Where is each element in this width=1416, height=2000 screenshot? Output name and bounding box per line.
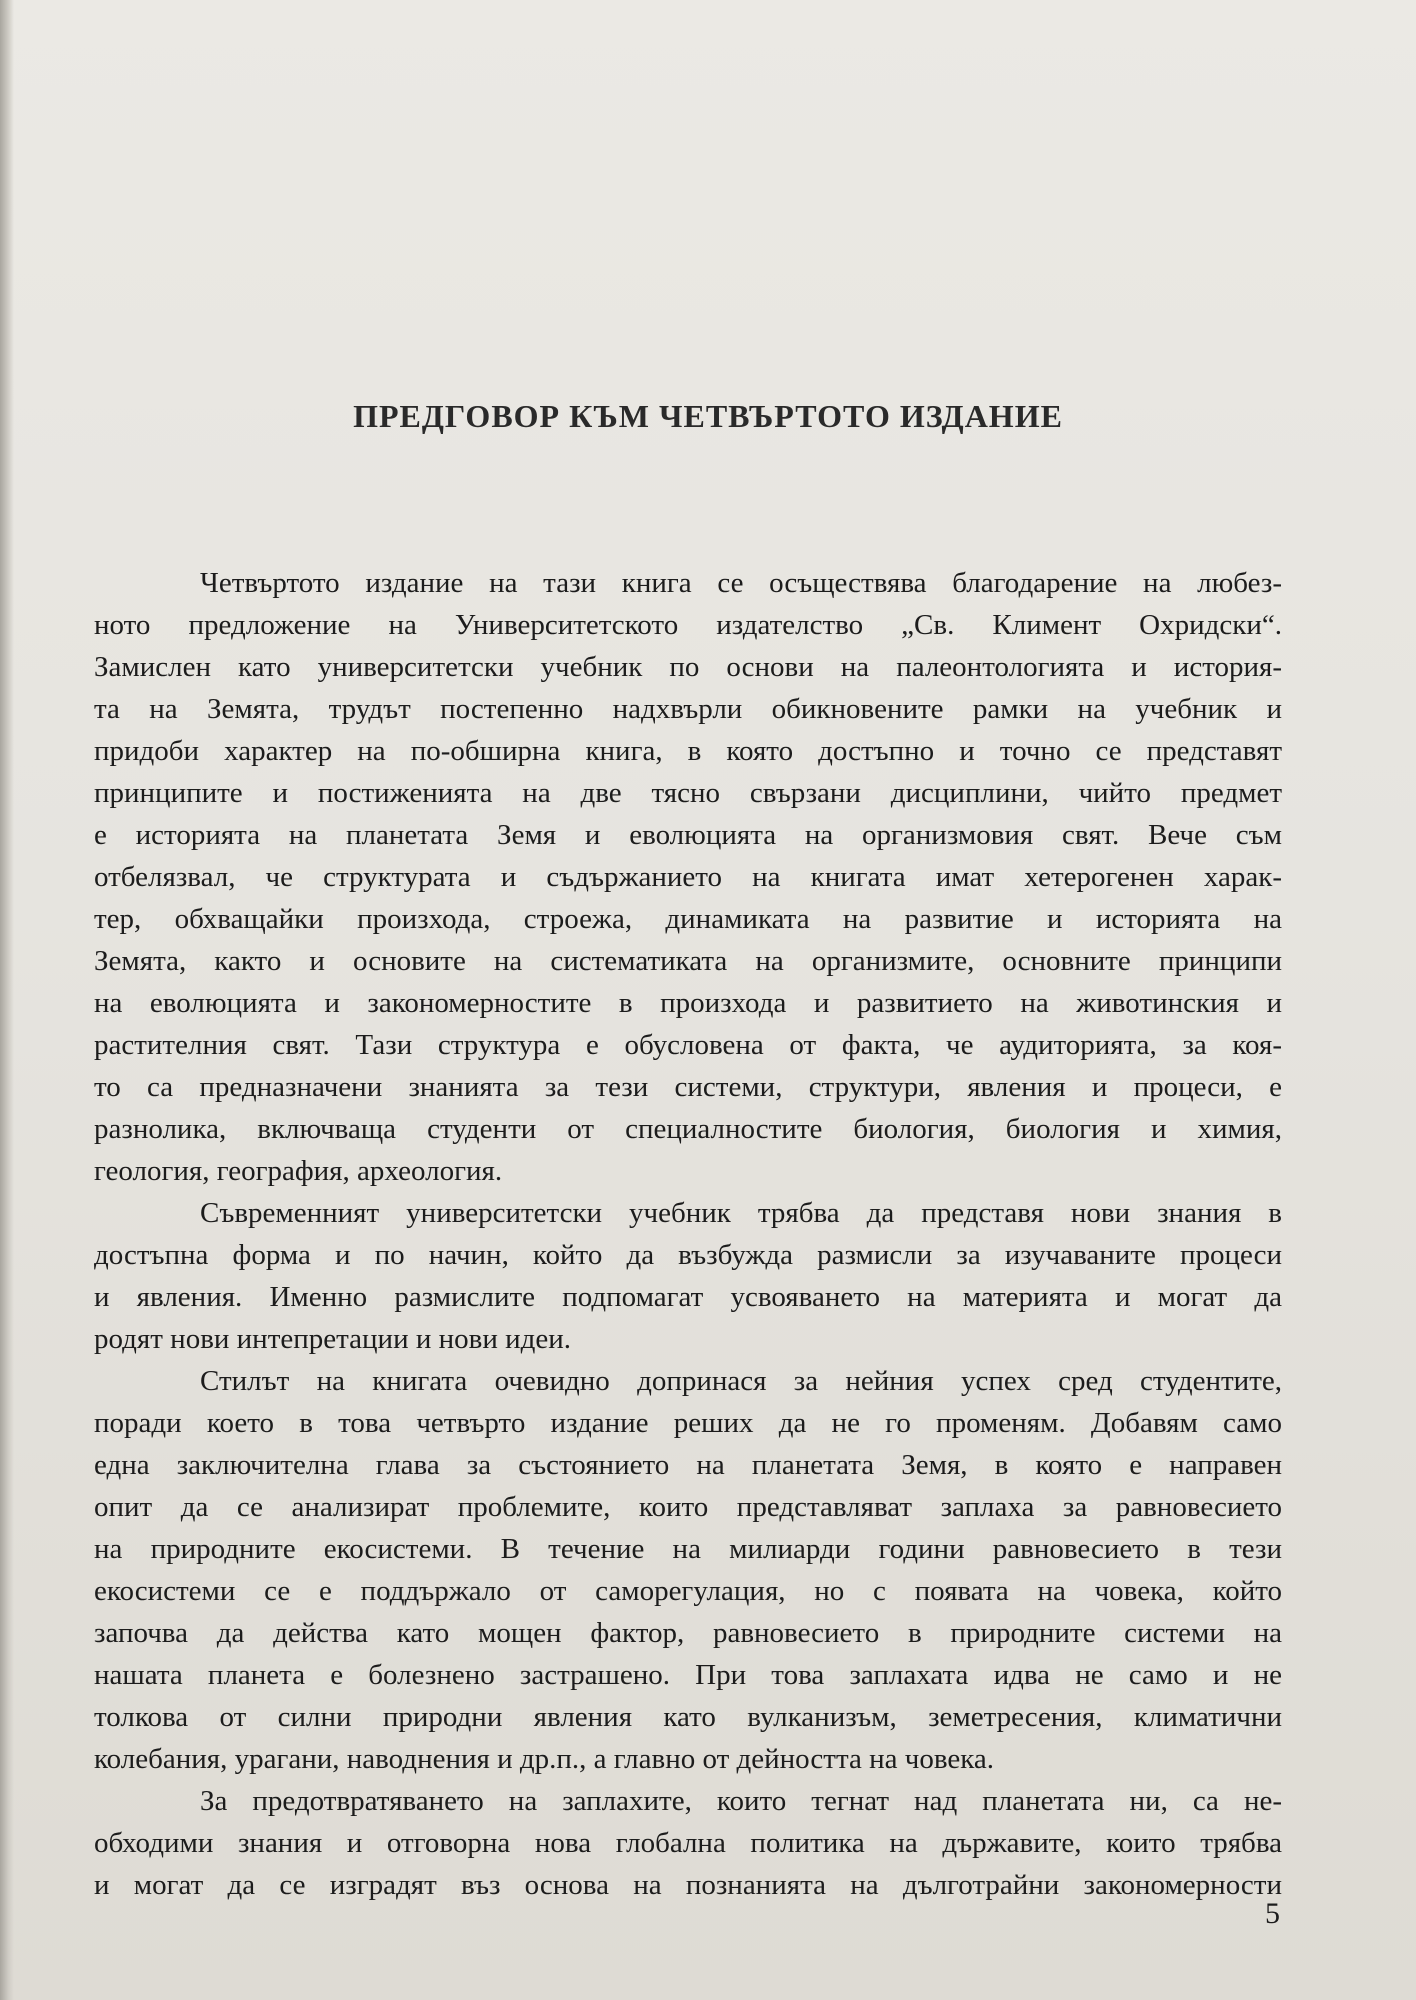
text-line: колебания, урагани, наводнения и др.п., а главно от дейността на човека.: [94, 1743, 994, 1775]
paragraph: [94, 1192, 1282, 1360]
text-line: родят нови интепретации и нови идеи.: [94, 1323, 572, 1355]
text-line: достъпна форма и по начин, който да възбужда размисли за изучаваните процеси: [94, 1239, 1282, 1271]
paragraph: [94, 1360, 1282, 1780]
page-title: ПРЕДГОВОР КЪМ ЧЕТВЪРТОТО ИЗДАНИЕ: [353, 398, 1063, 434]
text-line: поради което в това четвърто издание реших да не го променям. Добавям само: [94, 1407, 1282, 1439]
text-line: отбелязвал, че структурата и съдържанието на книгата имат хетерогенен харак-: [94, 861, 1282, 893]
text-line: е историята на планетата Земя и еволюцията на организмовия свят. Вече съм: [94, 819, 1282, 851]
text-line: Четвъртото издание на тази книга се осъществява благодарение на любез-: [200, 567, 1282, 599]
text-line: принципите и постиженията на две тясно свързани дисциплини, чийто предмет: [94, 777, 1282, 809]
body-text: [94, 562, 1282, 1906]
text-line: на еволюцията и закономерностите в произхода и развитието на животинския и: [94, 987, 1282, 1019]
text-line: тер, обхващайки произхода, строежа, динамиката на развитие и историята на: [94, 903, 1282, 935]
text-line: нашата планета е болезнено застрашено. При това заплахата идва не само и не: [94, 1659, 1282, 1691]
text-line: та на Земята, трудът постепенно надхвърли обикновените рамки на учебник и: [94, 693, 1282, 725]
text-line: на природните екосистеми. В течение на милиарди години равновесието в тези: [94, 1533, 1282, 1565]
paragraph: [94, 1780, 1282, 1906]
text-line: Съвременният университетски учебник трябва да представя нови знания в: [200, 1197, 1282, 1229]
text-line: опит да се анализират проблемите, които представляват заплаха за равновесието: [94, 1491, 1282, 1523]
page-number: 5: [1265, 1897, 1280, 1930]
text-line: За предотвратяването на заплахите, които тегнат над планетата ни, са не-: [200, 1785, 1282, 1817]
text-line: разнолика, включваща студенти от специалностите биология, биология и химия,: [94, 1113, 1282, 1145]
text-line: и явления. Именно размислите подпомагат усвояването на материята и могат да: [94, 1281, 1282, 1313]
text-line: започва да действа като мощен фактор, равновесието в природните системи на: [94, 1617, 1282, 1649]
text-line: и могат да се изградят въз основа на познанията на дълготрайни закономерности: [94, 1869, 1282, 1901]
text-line: растителния свят. Тази структура е обусловена от факта, че аудиторията, за коя-: [94, 1029, 1282, 1061]
text-line: Стилът на книгата очевидно допринася за нейния успех сред студентите,: [200, 1365, 1282, 1397]
text-line: Земята, както и основите на систематиката на организмите, основните принципи: [94, 945, 1282, 977]
text-line: една заключителна глава за състоянието на планетата Земя, в която е направен: [94, 1449, 1282, 1481]
text-line: Замислен като университетски учебник по основи на палеонтологията и история-: [94, 651, 1282, 683]
text-line: ното предложение на Университетското издателство „Св. Климент Охридски“.: [94, 609, 1282, 641]
text-line: толкова от силни природни явления като вулканизъм, земетресения, климатични: [94, 1701, 1282, 1733]
text-line: обходими знания и отговорна нова глобална политика на държавите, които трябва: [94, 1827, 1282, 1859]
paragraph: [94, 562, 1282, 1192]
text-line: геология, география, археология.: [94, 1155, 503, 1187]
text-line: то са предназначени знанията за тези системи, структури, явления и процеси, е: [94, 1071, 1282, 1103]
page-binding-edge: [0, 0, 14, 2000]
text-line: придоби характер на по-обширна книга, в която достъпно и точно се представят: [94, 735, 1282, 767]
text-line: екосистеми се е поддържало от саморегулация, но с появата на човека, който: [94, 1575, 1282, 1607]
